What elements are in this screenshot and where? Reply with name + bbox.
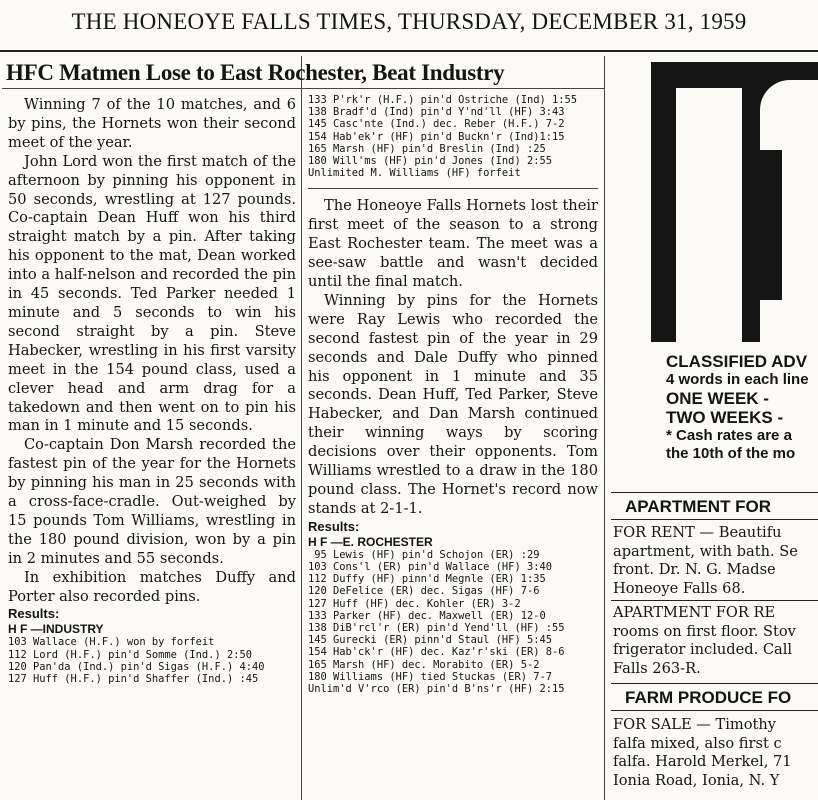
rate-two-weeks: TWO WEEKS - <box>666 408 784 427</box>
result-line: 154 Hab'ck'r (HF) dec. Kaz'r'ski (ER) 8-6 <box>308 646 565 659</box>
result-line: 127 Huff (HF) dec. Kohler (ER) 3-2 <box>308 597 521 610</box>
result-line: 165 Marsh (HF) dec. Morabito (ER) 5-2 <box>308 658 540 671</box>
classified-ad <box>613 716 818 790</box>
section-heading-apartment: APARTMENT FOR <box>611 492 818 520</box>
result-line: 154 Hab'ek'r (HF) pin'd Buckn'r (Ind)1:15 <box>308 130 565 143</box>
ad-line: apartment, with bath. Se <box>613 542 798 560</box>
result-line: 133 P'rk'r (H.F.) pin'd Ostriche (Ind) 1:55 <box>308 94 577 106</box>
paragraph: The Honeoye Falls Hornets lost their first meet of the season to a strong East Rochester team. The meet was a see-saw battle and wasn't decided until the final match. <box>308 197 598 291</box>
ad-line: frigerator included. Call <box>613 641 793 658</box>
result-line: 180 Williams (HF) tied Stuckas (ER) 7-7 <box>308 670 552 683</box>
ad-line: FOR RENT — Beautifu <box>613 524 782 541</box>
masthead: THE HONEOYE FALLS TIMES, THURSDAY, DECEMBER 31, 1959 <box>71 9 747 34</box>
paragraph: Winning 7 of the 10 matches, and 6 by pins, the Hornets won their second meet of the year. <box>8 96 296 151</box>
ad-line: Honeoye Falls 68. <box>613 579 746 597</box>
rate-one-week: ONE WEEK - <box>666 389 769 408</box>
ad-separator <box>611 600 818 601</box>
result-line: 138 Bradf'd (Ind) pin'd Y'nd'll (HF) 3:43 <box>308 106 565 119</box>
result-line: 103 Wallace (H.F.) won by forfeit <box>8 636 215 649</box>
result-line: 112 Duffy (HF) pinn'd Megnle (ER) 1:35 <box>308 573 546 586</box>
column-divider-1 <box>301 56 302 800</box>
classified-rates <box>666 352 818 463</box>
section-rule <box>308 188 598 189</box>
result-line: 138 DiB'rcl'r (ER) pin'd Yend'll (HF) :55 <box>308 622 565 635</box>
result-line: 112 Lord (H.F.) pin'd Somme (Ind.) 2:50 <box>8 648 252 661</box>
results-label: Results: <box>308 518 360 534</box>
article-column-1 <box>8 96 296 685</box>
logo-letter-shape <box>676 88 742 342</box>
classified-line: 4 words in each line <box>666 371 809 388</box>
result-line: 165 Marsh (HF) pin'd Breslin (Ind) :25 <box>308 142 546 155</box>
masthead-rule <box>0 50 818 52</box>
result-line: 180 Will'ms (HF) pin'd Jones (Ind) 2:55 <box>308 155 552 168</box>
result-line: 120 Pan'da (Ind.) pin'd Sigas (H.F.) 4:40 <box>8 660 265 673</box>
ad-line: front. Dr. N. G. Madse <box>613 561 776 578</box>
result-line: 103 Cons'l (ER) pin'd Wallace (HF) 3:40 <box>308 561 552 574</box>
results-header: H F —E. ROCHESTER <box>308 534 433 549</box>
classified-ad <box>613 604 818 678</box>
paragraph: Winning by pins for the Hornets were Ray Lewis who recorded the second fastest pin of the year in 29 seconds and Dale Duffy who pinned his opponent in 1 minute and 35 seconds. Dean Huff, Ted Parker, Steve Habecker, and Dan Marsh continued their winning ways by scoring decisions over their opponents. Tom Williams wrestled to a draw in the 180 pound class. The Hornet's record now stands at 2-1-1. <box>308 291 598 517</box>
paragraph: Co-captain Don Marsh recorded the fastest pin of the year for the Hornets by pinning his man in 25 seconds with a cross-face-cradle. Out-weighed by 15 pounds Tom Williams, wrestling in the 180 pound division, won by a pin in 2 minutes and 55 seconds. <box>8 436 296 567</box>
column-divider-2 <box>604 56 605 800</box>
result-line: 133 Parker (HF) dec. Maxwell (ER) 12-0 <box>308 609 546 622</box>
classified-ad <box>613 524 818 598</box>
ad-line: Falls 263-R. <box>613 659 701 677</box>
ad-line: rooms on first floor. Stov <box>613 622 796 640</box>
paragraph: In exhibition matches Duffy and Porter also recorded pins. <box>8 568 296 605</box>
ad-line: APARTMENT FOR RE <box>613 604 776 621</box>
result-line: 127 Huff (H.F.) pin'd Shaffer (Ind.) :45 <box>8 673 259 686</box>
article-column-2 <box>308 94 598 695</box>
classified-line: the 10th of the mo <box>666 445 796 462</box>
ad-line: FOR SALE — Timothy <box>613 716 777 733</box>
result-line: Unlim'd V'rco (ER) pin'd B'ns'r (HF) 2:15 <box>308 683 565 696</box>
result-line: 120 DeFelice (ER) dec. Sigas (HF) 7-6 <box>308 585 540 598</box>
results-label: Results: <box>8 606 60 622</box>
result-line: Unlimited M. Williams (HF) forfeit <box>308 167 521 180</box>
section-heading-farm: FARM PRODUCE FO <box>611 683 818 711</box>
ad-line: falfa mixed, also first c <box>613 734 782 752</box>
result-line: 145 Gurecki (ER) pinn'd Staul (HF) 5:45 <box>308 634 552 647</box>
headline-rule <box>2 88 604 89</box>
classified-title: CLASSIFIED ADV <box>666 352 808 371</box>
result-line: 95 Lewis (HF) pin'd Schojon (ER) :29 <box>308 548 540 561</box>
logo-letter-shape <box>760 150 782 300</box>
classified-line: * Cash rates are a <box>666 427 792 444</box>
ad-line: falfa. Harold Merkel, 71 <box>613 753 792 770</box>
ad-line: Ionia Road, Ionia, N. Y <box>613 771 780 789</box>
paragraph: John Lord won the first match of the afternoon by pinning his opponent in 50 seconds, wrestling at 127 pounds. Co-captain Dean Huff won his third straight match by a pin. After taking his opponent to the mat, Dean worked into a half-nelson and recorded the pin in 45 seconds. Ted Parker needed 1 minute and 5 seconds to win his second straight by a pin. Steve Habecker, wrestling in his first varsity meet in the 154 pound class, used a clever head and arm drag for a takedown and then went on to pin his man in 1 minute and 15 seconds. <box>8 152 296 435</box>
article-headline: HFC Matmen Lose to East Rochester, Beat Industry <box>6 60 505 85</box>
results-header: H F —INDUSTRY <box>8 622 104 637</box>
result-line: 145 Casc'nte (Ind.) dec. Reber (H.F.) 7-2 <box>308 118 565 131</box>
